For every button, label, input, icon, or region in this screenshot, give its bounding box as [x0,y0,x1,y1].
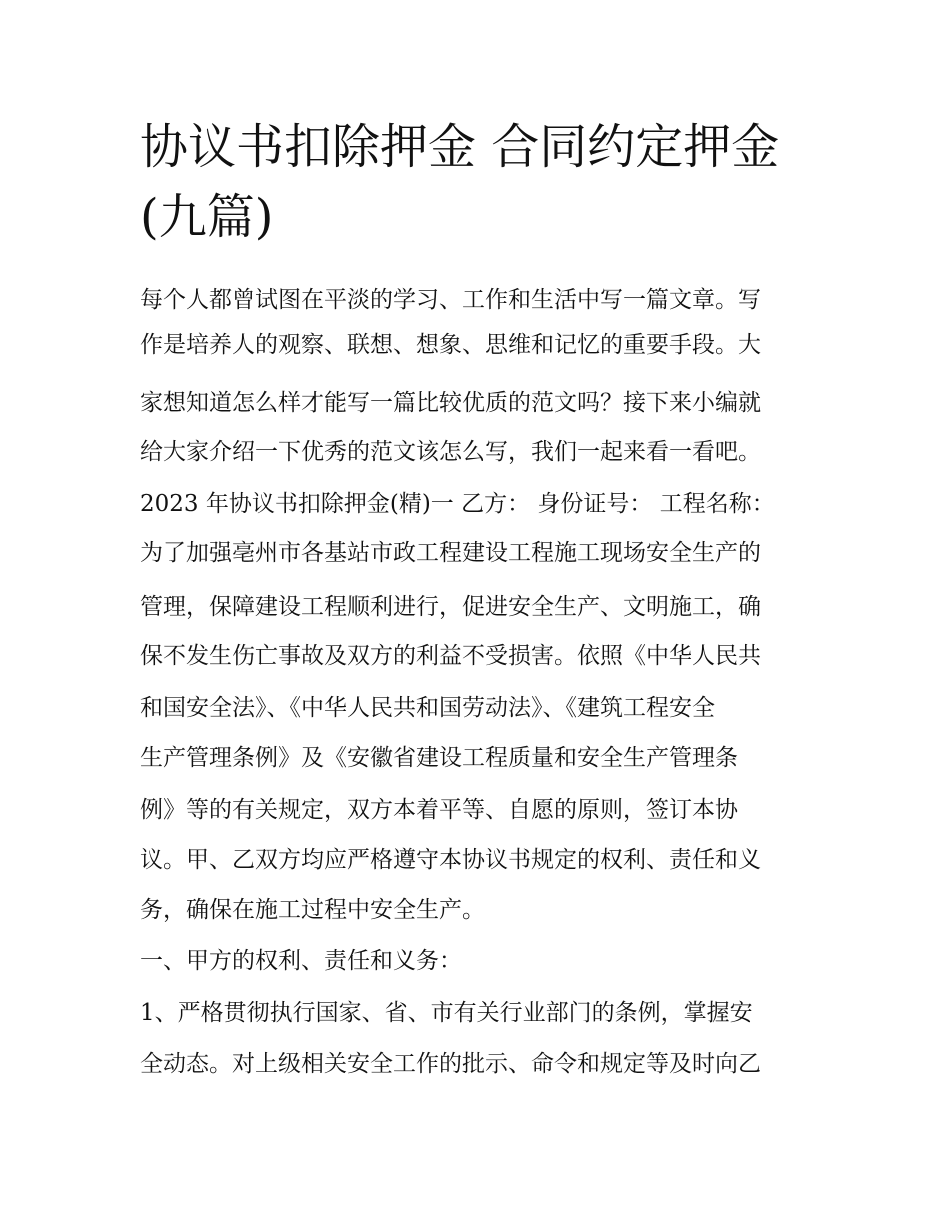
body-text-line: 全动态。对上级相关安全工作的批示、命令和规定等及时向乙 [140,1051,761,1077]
body-text-line: 管理，保障建设工程顺利进行，促进安全生产、文明施工，确 [140,594,761,620]
body-text-line: 生产管理条例》及《安徽省建设工程质量和安全生产管理条 [140,745,738,771]
document-title [140,112,820,252]
body-text-line: 为了加强亳州市各基站市政工程建设工程施工现场安全生产的 [140,540,761,566]
body-text-line: 作是培养人的观察、联想、想象、思维和记忆的重要手段。大 [140,332,761,358]
body-text-line: 给大家介绍一下优秀的范文该怎么写，我们一起来看一看吧。 [140,439,761,465]
body-text-line: 每个人都曾试图在平淡的学习、工作和生活中写一篇文章。写 [140,287,761,313]
body-text-line: 和国安全法》、《中华人民共和国劳动法》、《建筑工程安全 [140,695,715,721]
title-line-2: (九篇) [140,189,274,245]
body-text-line: 保不发生伤亡事故及双方的利益不受损害。依照《中华人民共 [140,643,761,669]
body-text-line: 例》等的有关规定，双方本着平等、自愿的原则，签订本协 [140,797,738,823]
body-text-line: 务，确保在施工过程中安全生产。 [140,897,485,923]
section-heading: 一、甲方的权利、责任和义务： [140,948,462,974]
body-text-line: 1、严格贯彻执行国家、省、市有关行业部门的条例，掌握安 [140,1000,753,1026]
body-text-line: 2023 年协议书扣除押金(精)一 乙方： 身份证号： 工程名称： [140,491,775,517]
body-text-line: 议。甲、乙双方均应严格遵守本协议书规定的权利、责任和义 [140,847,761,873]
body-text-line: 家想知道怎么样才能写一篇比较优质的范文吗？接下来小编就 [140,390,761,416]
title-line-1: 协议书扣除押金 合同约定押金 [140,119,780,175]
